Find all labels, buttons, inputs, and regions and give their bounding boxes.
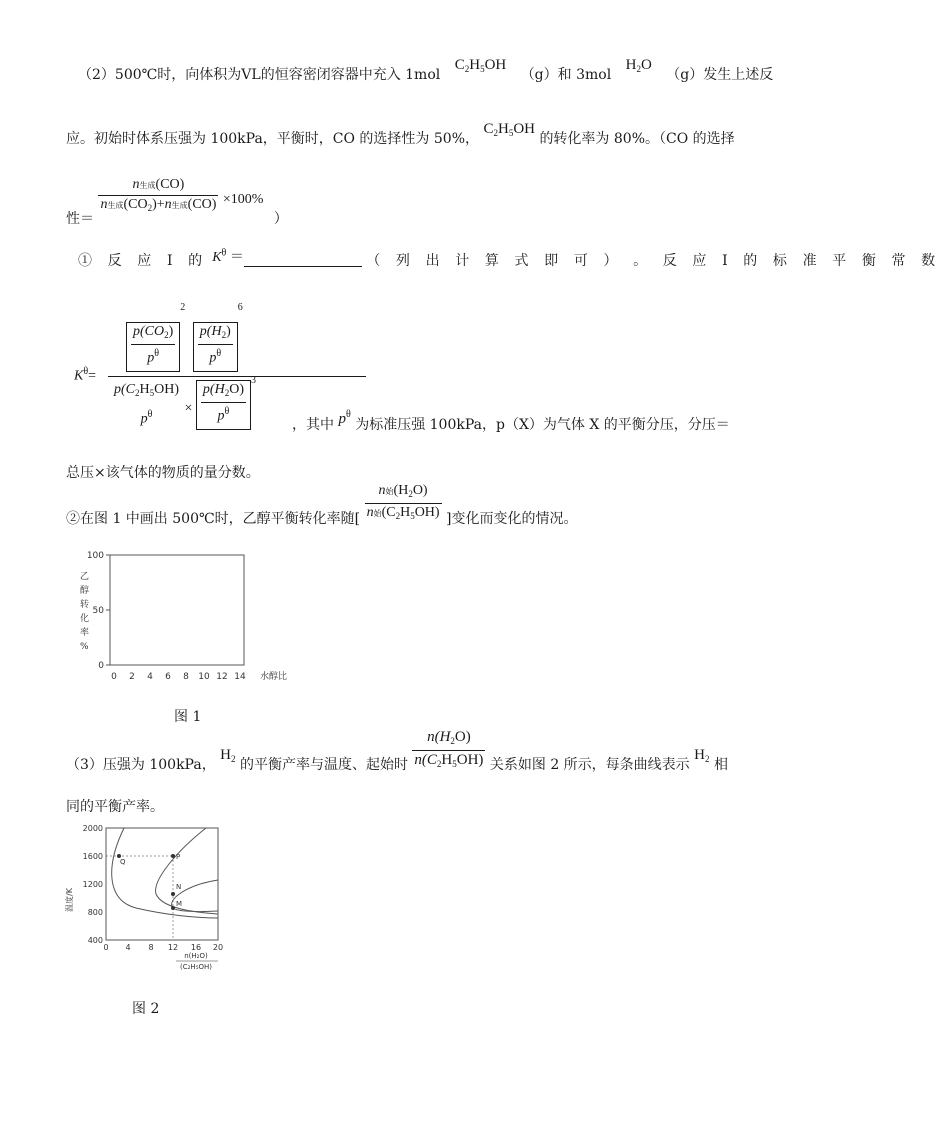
water-formula: $H_2O$ <box>625 57 652 74</box>
xtick-label: 2 <box>129 672 135 682</box>
figure-1-plot-frame <box>110 555 244 665</box>
text-segment: 相 <box>713 757 728 773</box>
formula-numerator: $\frac{p(CO_2)}{p^\theta}$ $^2$ $\frac{p(H_2)}{p^\theta}$ $^6$ <box>126 322 243 372</box>
selectivity-fraction: $\frac{\text{n生成(CO)}}{n生成(CO_2)+n生成(CO)}$ <box>100 177 217 213</box>
figure-1-caption: 图 1 <box>174 709 202 725</box>
question-3-line <box>66 728 728 773</box>
point-p-marker <box>171 854 175 858</box>
point-n-marker <box>171 892 175 896</box>
text-segment: ） <box>273 210 288 227</box>
figure-2-xlabel <box>176 952 218 971</box>
figure-1-chart <box>64 545 314 685</box>
ytick-label: 100 <box>86 551 104 561</box>
text-segment: （g）发生上述反 <box>666 67 774 83</box>
text-segment: 的转化率为 80%。（CO 的选择 <box>539 131 735 147</box>
formula-lhs: $K^\theta=$ <box>74 366 97 384</box>
ytick-label: 1200 <box>82 880 103 889</box>
text-segment: （2）500℃时，向体积为VL的恒容密闭容器中充入 1mol <box>78 67 441 83</box>
point-m-label: M <box>176 900 183 908</box>
text-segment: （g）和 3mol <box>520 67 612 83</box>
ylabel-char: % <box>80 642 89 652</box>
svg-text:(C₂H₅OH): (C₂H₅OH) <box>180 963 212 971</box>
formula-main-bar <box>108 376 366 377</box>
xtick-label: 10 <box>198 672 210 682</box>
ylabel-char: 转 <box>80 600 90 610</box>
xtick-label: 6 <box>165 672 171 682</box>
paragraph-line-2 <box>66 121 735 148</box>
ylabel-char: 乙 <box>80 572 90 582</box>
hydrogen-formula: $H_2$ <box>694 747 710 764</box>
text-segment: 关系如图 2 所示，每条曲线表示 <box>489 757 690 773</box>
xtick-label: 0 <box>103 943 109 952</box>
text-segment: （ 列 出 计 算 式 即 可 ） 。 反 应 Ⅰ 的 标 准 平 衡 常 数 <box>366 253 941 269</box>
figure-1-xlabel: 水醇比 <box>260 672 288 682</box>
formula-denominator: $p(C_2H_5OH)$ $p^\theta$ × $\frac{p(H_2O)}{p^\theta}$ $^3$ <box>112 380 256 430</box>
ylabel-char: 化 <box>80 614 90 624</box>
text-segment: 性＝ <box>66 210 94 227</box>
figure-1-ylabel <box>80 571 89 652</box>
text-segment: ×100% <box>222 191 264 207</box>
xtick-label: 14 <box>234 672 246 682</box>
ytick-label: 50 <box>92 606 104 616</box>
xtick-label: 4 <box>147 672 153 682</box>
xtick-label: 20 <box>212 943 224 952</box>
curve-outer <box>112 828 218 918</box>
svg-text:n(H₂O): n(H₂O) <box>184 952 208 960</box>
xtick-label: 8 <box>148 943 154 952</box>
initial-ratio-fraction: $\frac{n(H_2O)}{n(C_2H_5OH)}$ <box>414 729 484 769</box>
hydrogen-formula: $H_2$ <box>220 747 236 764</box>
text-segment: 的平衡产率与温度、起始时 <box>239 757 408 773</box>
ytick-label: 400 <box>87 936 103 945</box>
xtick-label: 16 <box>190 943 202 952</box>
xtick-label: 12 <box>167 943 179 952</box>
formula-tail-text: ，其中 $p^\theta$ 为标准压强 100kPa，p（X）为气体 X 的平衡分压，分压＝ <box>292 409 730 433</box>
paragraph-line-1 <box>78 57 774 84</box>
xtick-label: 8 <box>183 672 189 682</box>
figure-2-caption: 图 2 <box>132 1001 160 1017</box>
xtick-label: 12 <box>216 672 228 682</box>
text-segment: （3）压强为 100kPa， <box>66 757 216 773</box>
answer-blank[interactable] <box>244 252 362 267</box>
ylabel-char: 醇 <box>80 586 90 596</box>
ytick-label: 1600 <box>82 852 103 861</box>
text-segment: 应。初始时体系压强为 100kPa，平衡时，CO 的选择性为 50%， <box>66 131 479 147</box>
text-segment: ②在图 1 中画出 500℃时，乙醇平衡转化率随[ <box>66 511 361 527</box>
curve-middle <box>156 828 218 914</box>
xtick-label: 0 <box>111 672 117 682</box>
ylabel-char: 率 <box>80 628 90 638</box>
figure-2-chart <box>66 820 236 980</box>
figure-2-ylabel: 温度/K <box>65 888 74 912</box>
point-p-label: P <box>176 853 181 861</box>
ytick-label: 2000 <box>82 824 103 833</box>
point-m-marker <box>171 906 175 910</box>
point-q-label: Q <box>120 858 126 866</box>
k-theta-symbol: $K^\theta$ ＝ <box>212 247 244 265</box>
text-segment: ① 反 应 Ⅰ 的 <box>78 253 208 269</box>
ethanol-formula: $C_2H_5OH$ <box>454 57 507 74</box>
ytick-label: 800 <box>87 908 103 917</box>
co-selectivity-definition <box>66 176 288 227</box>
question-1-line <box>78 247 941 270</box>
xtick-label: 4 <box>125 943 131 952</box>
ethanol-formula: $C_2H_5OH$ <box>483 121 535 138</box>
ytick-label: 0 <box>98 661 104 671</box>
paragraph-line-5: 总压×该气体的物质的量分数。 <box>66 465 260 481</box>
point-n-label: N <box>176 883 182 891</box>
paragraph-line-7: 同的平衡产率。 <box>66 799 164 815</box>
text-segment: ]变化而变化的情况。 <box>446 511 578 527</box>
question-2-line <box>66 482 578 525</box>
water-alcohol-ratio-fraction: $\frac{n始(H_2O)}{n始(C_2H_5OH)}$ <box>366 483 440 521</box>
